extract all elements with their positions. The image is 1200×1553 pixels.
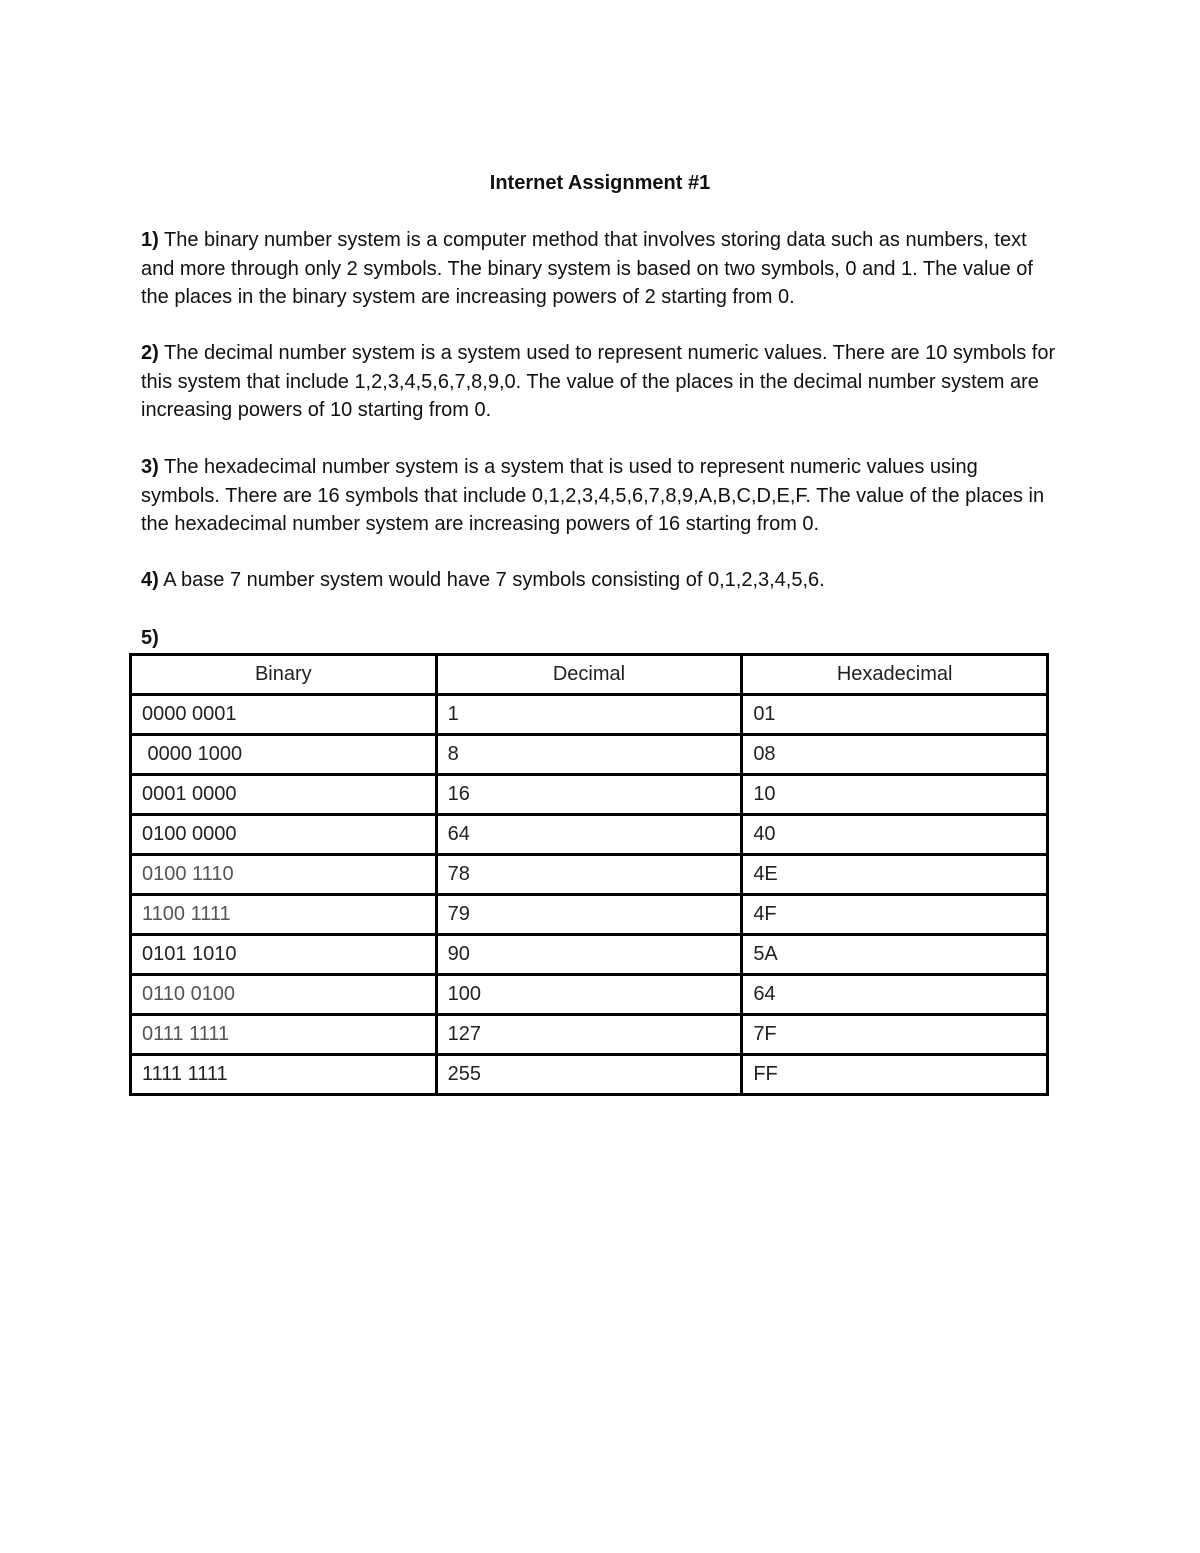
decimal-cell: 127 [436, 1015, 742, 1055]
question-number: 2) [141, 342, 159, 364]
table-row [131, 855, 1048, 895]
binary-cell: 0000 0001 [131, 695, 437, 735]
hexadecimal-cell: 10 [742, 775, 1048, 815]
question-3 [141, 453, 1061, 539]
hexadecimal-cell: 40 [742, 815, 1048, 855]
hexadecimal-cell: 08 [742, 735, 1048, 775]
table-row [131, 735, 1048, 775]
question-number: 4) [141, 569, 159, 591]
binary-cell: 0101 1010 [131, 935, 437, 975]
table-row [131, 935, 1048, 975]
hexadecimal-cell: 4E [742, 855, 1048, 895]
decimal-cell: 16 [436, 775, 742, 815]
table-row [131, 895, 1048, 935]
question-1 [141, 226, 1061, 312]
hexadecimal-cell: FF [742, 1055, 1048, 1095]
decimal-cell: 8 [436, 735, 742, 775]
question-text: The binary number system is a computer method that involves storing data such as numbers, text and more through only 2 symbols. The binary system is based on two symbols, 0 and 1. The value of the places in the binary system are increasing powers of 2 starting from 0. [141, 229, 1033, 308]
hexadecimal-cell: 01 [742, 695, 1048, 735]
table-row [131, 1055, 1048, 1095]
question-5 [141, 624, 1061, 653]
decimal-cell: 78 [436, 855, 742, 895]
question-2 [141, 339, 1061, 425]
question-text: The hexadecimal number system is a system that is used to represent numeric values using symbols. There are 16 symbols that include 0,1,2,3,4,5,6,7,8,9,A,B,C,D,E,F. The value of the places in the hexadecimal number system are increasing powers of 16 starting from 0. [141, 456, 1045, 535]
binary-cell: 0110 0100 [131, 975, 437, 1015]
hexadecimal-cell: 5A [742, 935, 1048, 975]
column-header-hexadecimal: Hexadecimal [742, 655, 1048, 695]
binary-cell: 1111 1111 [131, 1055, 437, 1095]
table-row [131, 975, 1048, 1015]
table-row [131, 695, 1048, 735]
question-number: 3) [141, 456, 159, 478]
conversion-table [129, 653, 1049, 1096]
question-text: A base 7 number system would have 7 symbols consisting of 0,1,2,3,4,5,6. [163, 569, 825, 591]
binary-cell: 0000 1000 [131, 735, 437, 775]
column-header-binary: Binary [131, 655, 437, 695]
column-header-decimal: Decimal [436, 655, 742, 695]
decimal-cell: 64 [436, 815, 742, 855]
decimal-cell: 90 [436, 935, 742, 975]
table-header-row [131, 655, 1048, 695]
binary-cell: 0100 0000 [131, 815, 437, 855]
question-number: 5) [141, 627, 159, 649]
hexadecimal-cell: 64 [742, 975, 1048, 1015]
table-row [131, 1015, 1048, 1055]
question-number: 1) [141, 229, 159, 251]
binary-cell: 0100 1110 [131, 855, 437, 895]
decimal-cell: 1 [436, 695, 742, 735]
table-row [131, 815, 1048, 855]
binary-cell: 1100 1111 [131, 895, 437, 935]
question-4 [141, 566, 1061, 595]
decimal-cell: 100 [436, 975, 742, 1015]
decimal-cell: 79 [436, 895, 742, 935]
question-text: The decimal number system is a system used to represent numeric values. There are 10 symbols for this system that include 1,2,3,4,5,6,7,8,9,0. The value of the places in the decimal number system are increasing powers of 10 starting from 0. [141, 342, 1056, 421]
decimal-cell: 255 [436, 1055, 742, 1095]
binary-cell: 0111 1111 [131, 1015, 437, 1055]
page-title: Internet Assignment #1 [489, 172, 711, 194]
hexadecimal-cell: 4F [742, 895, 1048, 935]
binary-cell: 0001 0000 [131, 775, 437, 815]
table-row [131, 775, 1048, 815]
hexadecimal-cell: 7F [742, 1015, 1048, 1055]
